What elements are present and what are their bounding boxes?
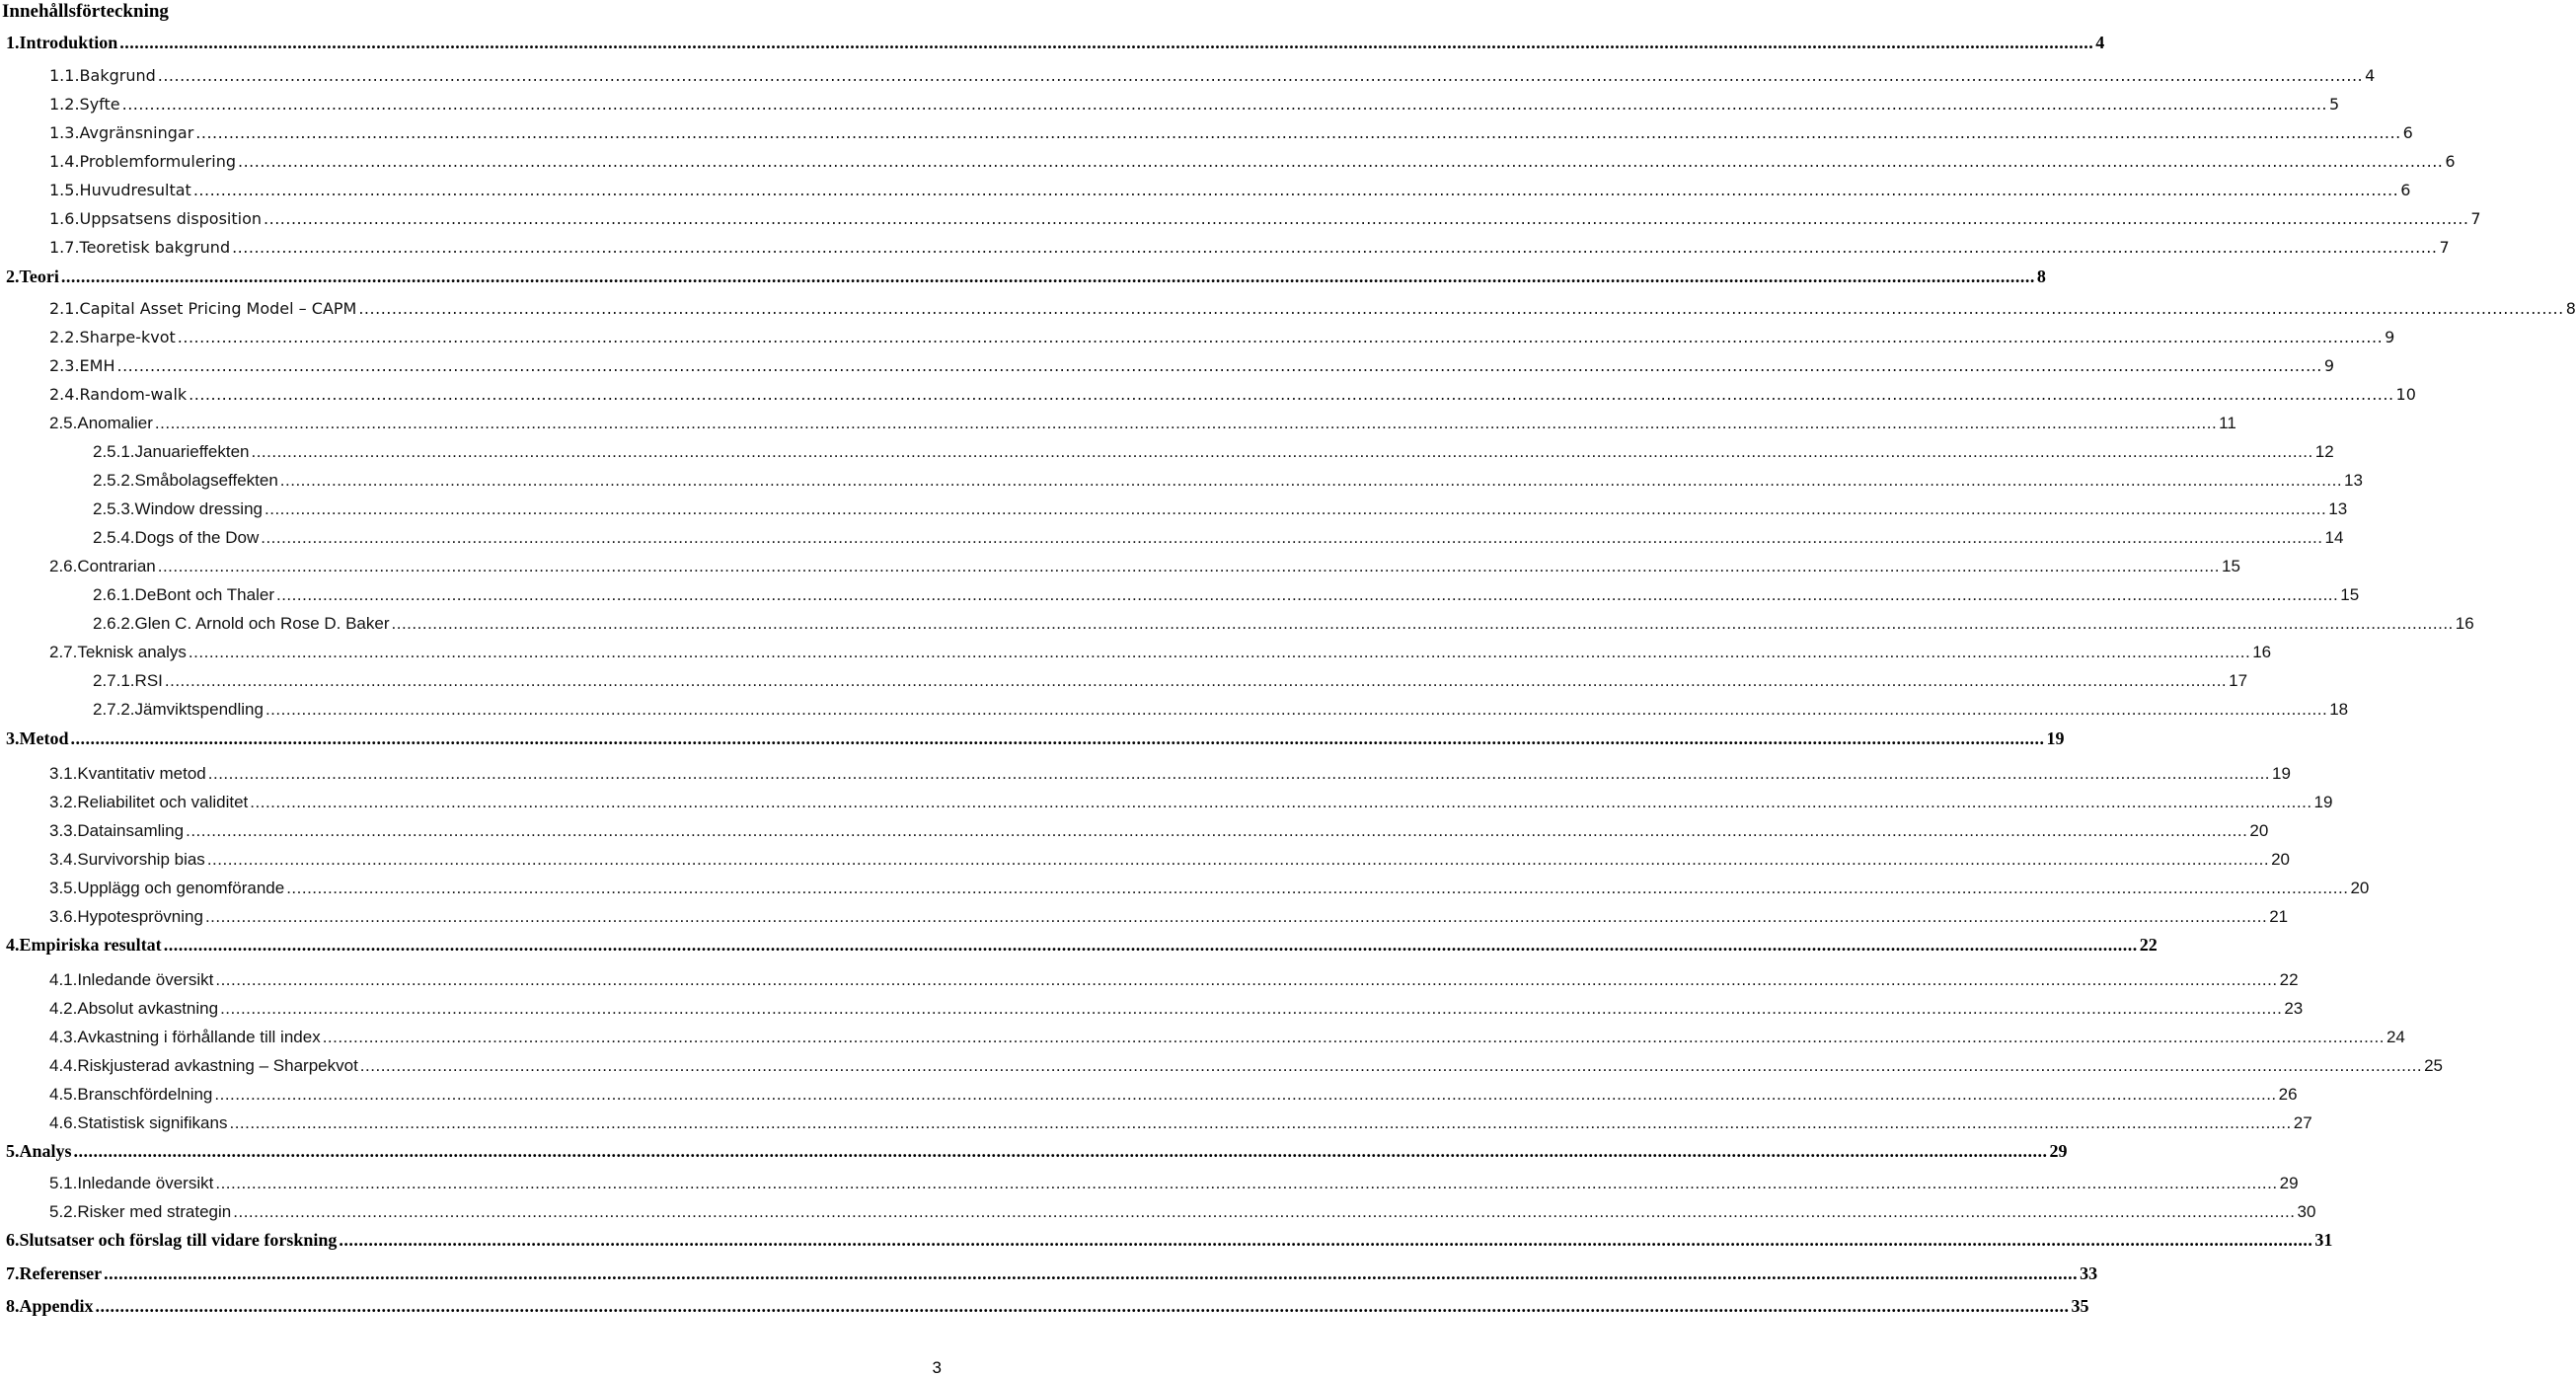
toc-dot-leader: ................................................................................................................................................................................................................................................................................................................................................................................................................ — [215, 1174, 2278, 1192]
page-number: 3 — [932, 1358, 942, 1377]
toc-dot-leader: ................................................................................................................................................................................................................................................................................................................................................................................................................ — [163, 935, 2138, 955]
toc-entry-page: 8 — [2036, 267, 2046, 286]
toc-entry-title: Dogs of the Dow — [134, 528, 260, 547]
toc-entry-number: 2.4. — [49, 385, 80, 404]
toc-dot-leader: ................................................................................................................................................................................................................................................................................................................................................................................................................ — [265, 499, 2327, 518]
toc-entry-number: 2.5.2. — [93, 471, 135, 490]
toc-entry-number: 7. — [6, 1263, 20, 1283]
toc-dot-leader: ................................................................................................................................................................................................................................................................................................................................................................................................................ — [192, 181, 2399, 199]
toc-entry[interactable] — [49, 95, 2340, 116]
toc-entry[interactable] — [49, 1056, 2443, 1078]
toc-entry[interactable] — [49, 66, 2376, 88]
toc-entry-page: 27 — [2293, 1113, 2312, 1132]
toc-entry[interactable] — [6, 728, 2065, 750]
toc-entry-page: 24 — [2386, 1028, 2405, 1046]
toc-dot-leader: ................................................................................................................................................................................................................................................................................................................................................................................................................ — [164, 671, 2228, 690]
toc-dot-leader: ................................................................................................................................................................................................................................................................................................................................................................................................................ — [195, 123, 2401, 142]
toc-entry[interactable] — [49, 907, 2289, 929]
toc-entry-number: 2.6.1. — [93, 585, 135, 604]
toc-entry[interactable] — [6, 1230, 2333, 1252]
toc-entry-title: Teori — [19, 267, 59, 286]
toc-entry-title: Inledande översikt — [77, 970, 214, 989]
toc-entry[interactable] — [6, 935, 2158, 957]
toc-entry[interactable] — [6, 267, 2046, 288]
toc-dot-leader: ................................................................................................................................................................................................................................................................................................................................................................................................................ — [104, 1263, 2079, 1283]
toc-entry-page: 21 — [2269, 907, 2289, 926]
toc-entry-page: 4 — [2095, 33, 2105, 52]
toc-entry-title: Statistisk signifikans — [77, 1113, 228, 1132]
toc-entry-title: Småbolagseffekten — [134, 471, 278, 490]
toc-entry-title: Upplägg och genomförande — [77, 879, 285, 897]
toc-dot-leader: ................................................................................................................................................................................................................................................................................................................................................................................................................ — [204, 907, 2268, 926]
toc-entry-number: 1. — [6, 33, 20, 52]
toc-entry-number: 2.1. — [49, 299, 80, 318]
toc-entry-title: Inledande översikt — [77, 1174, 214, 1192]
toc-entry-title: Avkastning i förhållande till index — [77, 1028, 321, 1046]
toc-entry-title: Window dressing — [134, 499, 263, 518]
toc-dot-leader: ................................................................................................................................................................................................................................................................................................................................................................................................................ — [358, 299, 2564, 318]
toc-entry[interactable] — [49, 299, 2576, 321]
toc-entry-page: 16 — [2252, 643, 2272, 661]
toc-entry[interactable] — [49, 850, 2290, 872]
toc-entry-page: 7 — [2439, 238, 2450, 257]
toc-entry-number: 5.2. — [49, 1202, 78, 1221]
toc-entry[interactable] — [49, 879, 2370, 900]
toc-dot-leader: ................................................................................................................................................................................................................................................................................................................................................................................................................ — [286, 879, 2349, 897]
toc-entry-number: 3.4. — [49, 850, 78, 869]
toc-entry-title: Hypotesprövning — [77, 907, 203, 926]
toc-entry-page: 25 — [2424, 1056, 2443, 1075]
toc-entry-title: Capital Asset Pricing Model – CAPM — [79, 299, 357, 318]
toc-dot-leader: ................................................................................................................................................................................................................................................................................................................................................................................................................ — [339, 1230, 2313, 1250]
toc-entry[interactable] — [49, 1202, 2316, 1224]
toc-entry[interactable] — [93, 442, 2334, 464]
toc-dot-leader: ................................................................................................................................................................................................................................................................................................................................................................................................................ — [391, 614, 2454, 633]
toc-dot-leader: ................................................................................................................................................................................................................................................................................................................................................................................................................ — [265, 700, 2328, 719]
toc-entry-title: DeBont och Thaler — [134, 585, 274, 604]
toc-entry-page: 14 — [2324, 528, 2344, 547]
toc-entry-title: Reliabilitet och validitet — [77, 793, 249, 811]
toc-entry-number: 5. — [6, 1141, 20, 1161]
toc-entry-title: Referenser — [19, 1263, 103, 1283]
toc-entry-title: Teoretisk bakgrund — [79, 238, 231, 257]
toc-dot-leader: ................................................................................................................................................................................................................................................................................................................................................................................................................ — [70, 728, 2045, 748]
toc-entry-number: 4.5. — [49, 1085, 78, 1104]
toc-entry[interactable] — [49, 209, 2481, 231]
toc-entry-page: 33 — [2080, 1263, 2098, 1283]
toc-dot-leader: ................................................................................................................................................................................................................................................................................................................................................................................................................ — [95, 1296, 2070, 1316]
toc-dot-leader: ................................................................................................................................................................................................................................................................................................................................................................................................................ — [154, 414, 2218, 432]
toc-dot-leader: ................................................................................................................................................................................................................................................................................................................................................................................................................ — [177, 328, 2384, 346]
toc-entry-page: 22 — [2139, 935, 2158, 955]
toc-entry[interactable] — [49, 1174, 2299, 1195]
toc-entry-number: 2.5.3. — [93, 499, 135, 518]
toc-entry-page: 11 — [2219, 414, 2236, 432]
toc-entry[interactable] — [49, 764, 2291, 786]
toc-entry-number: 4.4. — [49, 1056, 78, 1075]
toc-entry-page: 8 — [2565, 299, 2576, 318]
toc-entry-page: 17 — [2229, 671, 2248, 690]
toc-entry-number: 2.6. — [49, 557, 78, 575]
toc-dot-leader: ................................................................................................................................................................................................................................................................................................................................................................................................................ — [229, 1113, 2292, 1132]
toc-entry[interactable] — [49, 821, 2269, 843]
toc-entry[interactable] — [49, 557, 2240, 578]
toc-dot-leader: ................................................................................................................................................................................................................................................................................................................................................................................................................ — [214, 1085, 2277, 1104]
toc-entry-title: Random-walk — [79, 385, 188, 404]
toc-entry-page: 10 — [2395, 385, 2416, 404]
toc-entry-title: RSI — [134, 671, 163, 690]
toc-entry-title: Introduktion — [19, 33, 118, 52]
toc-dot-leader: ................................................................................................................................................................................................................................................................................................................................................................................................................ — [189, 385, 2394, 404]
toc-entry-number: 1.7. — [49, 238, 80, 257]
toc-dot-leader: ................................................................................................................................................................................................................................................................................................................................................................................................................ — [359, 1056, 2423, 1075]
toc-entry-number: 2.6.2. — [93, 614, 135, 633]
toc-entry-number: 4.3. — [49, 1028, 78, 1046]
toc-dot-leader: ................................................................................................................................................................................................................................................................................................................................................................................................................ — [119, 33, 2094, 52]
toc-entry-page: 15 — [2222, 557, 2240, 575]
toc-entry[interactable] — [49, 643, 2272, 664]
toc-entry[interactable] — [49, 999, 2304, 1021]
toc-entry-title: Contrarian — [77, 557, 156, 575]
toc-entry-number: 3.3. — [49, 821, 78, 840]
toc-entry-title: Metod — [19, 728, 69, 748]
toc-entry-number: 2.5.1. — [93, 442, 135, 461]
toc-entry[interactable] — [49, 793, 2333, 814]
toc-entry-title: EMH — [79, 356, 115, 375]
toc-entry-title: Absolut avkastning — [77, 999, 219, 1018]
toc-entry[interactable] — [93, 499, 2348, 521]
toc-entry[interactable] — [49, 328, 2395, 349]
toc-entry[interactable] — [49, 152, 2456, 174]
toc-entry-page: 29 — [2049, 1141, 2068, 1161]
toc-entry[interactable] — [93, 671, 2248, 693]
toc-entry-title: Kvantitativ metod — [77, 764, 206, 783]
toc-entry-page: 23 — [2284, 999, 2304, 1018]
toc-entry[interactable] — [6, 1296, 2089, 1318]
toc-entry-number: 3. — [6, 728, 20, 748]
toc-entry-number: 3.2. — [49, 793, 78, 811]
toc-entry-title: Problemformulering — [79, 152, 236, 171]
toc-entry-page: 20 — [2350, 879, 2370, 897]
toc-entry-title: Analys — [19, 1141, 72, 1161]
toc-dot-leader: ................................................................................................................................................................................................................................................................................................................................................................................................................ — [186, 821, 2248, 840]
toc-entry[interactable] — [93, 700, 2349, 722]
toc-dot-leader: ................................................................................................................................................................................................................................................................................................................................................................................................................ — [206, 850, 2270, 869]
toc-entry-page: 13 — [2328, 499, 2348, 518]
toc-entry-number: 1.5. — [49, 181, 80, 199]
toc-entry-page: 12 — [2314, 442, 2334, 461]
toc-entry[interactable] — [49, 1113, 2312, 1135]
toc-entry-number: 3.1. — [49, 764, 78, 783]
toc-dot-leader: ................................................................................................................................................................................................................................................................................................................................................................................................................ — [60, 267, 2035, 286]
toc-dot-leader: ................................................................................................................................................................................................................................................................................................................................................................................................................ — [207, 764, 2271, 783]
toc-entry-number: 4.1. — [49, 970, 78, 989]
toc-dot-leader: ................................................................................................................................................................................................................................................................................................................................................................................................................ — [279, 471, 2343, 490]
toc-entry-title: Sharpe-kvot — [79, 328, 176, 346]
toc-entry[interactable] — [93, 585, 2360, 607]
toc-entry-number: 2.5.4. — [93, 528, 135, 547]
toc-entry-page: 9 — [2323, 356, 2335, 375]
toc-entry-page: 19 — [2046, 728, 2065, 748]
toc-entry[interactable] — [49, 356, 2335, 378]
toc-entry-page: 18 — [2329, 700, 2349, 719]
toc-entry-page: 5 — [2329, 95, 2340, 114]
toc-entry-page: 19 — [2272, 764, 2291, 783]
toc-entry[interactable] — [49, 181, 2411, 202]
toc-entry-number: 1.6. — [49, 209, 80, 228]
toc-entry[interactable] — [49, 970, 2299, 992]
toc-entry[interactable] — [6, 1263, 2098, 1285]
toc-entry-title: Teknisk analys — [77, 643, 187, 661]
toc-entry-number: 4. — [6, 935, 20, 955]
toc-entry-title: Survivorship bias — [77, 850, 205, 869]
toc-entry-number: 2. — [6, 267, 20, 286]
toc-entry-number: 3.5. — [49, 879, 78, 897]
toc-entry[interactable] — [49, 414, 2236, 435]
toc-entry-page: 13 — [2344, 471, 2363, 490]
toc-entry-page: 6 — [2402, 123, 2413, 142]
toc-entry-title: Huvudresultat — [79, 181, 191, 199]
toc-entry-number: 2.5. — [49, 414, 78, 432]
toc-entry-page: 35 — [2071, 1296, 2089, 1316]
toc-entry-page: 30 — [2297, 1202, 2316, 1221]
toc-entry[interactable] — [6, 33, 2105, 54]
toc-entry-title: Uppsatsens disposition — [79, 209, 263, 228]
toc-entry-number: 3.6. — [49, 907, 78, 926]
toc-entry-number: 1.4. — [49, 152, 80, 171]
toc-entry-number: 1.2. — [49, 95, 80, 114]
toc-dot-leader: ................................................................................................................................................................................................................................................................................................................................................................................................................ — [250, 793, 2312, 811]
toc-entry-number: 8. — [6, 1296, 20, 1316]
toc-dot-leader: ................................................................................................................................................................................................................................................................................................................................................................................................................ — [188, 643, 2251, 661]
toc-entry-page: 20 — [2249, 821, 2269, 840]
toc-dot-leader: ................................................................................................................................................................................................................................................................................................................................................................................................................ — [275, 585, 2339, 604]
toc-entry-number: 4.6. — [49, 1113, 78, 1132]
toc-entry-page: 7 — [2470, 209, 2481, 228]
toc-entry-number: 5.1. — [49, 1174, 78, 1192]
toc-entry[interactable] — [93, 614, 2474, 636]
toc-dot-leader: ................................................................................................................................................................................................................................................................................................................................................................................................................ — [121, 95, 2327, 114]
toc-dot-leader: ................................................................................................................................................................................................................................................................................................................................................................................................................ — [220, 999, 2283, 1018]
toc-entry[interactable] — [93, 528, 2344, 550]
toc-entry[interactable] — [49, 385, 2416, 407]
toc-dot-leader: ................................................................................................................................................................................................................................................................................................................................................................................................................ — [232, 238, 2438, 257]
toc-dot-leader: ................................................................................................................................................................................................................................................................................................................................................................................................................ — [116, 356, 2322, 375]
toc-dot-leader: ................................................................................................................................................................................................................................................................................................................................................................................................................ — [264, 209, 2469, 228]
toc-entry-number: 1.3. — [49, 123, 80, 142]
toc-entry-number: 2.3. — [49, 356, 80, 375]
toc-dot-leader: ................................................................................................................................................................................................................................................................................................................................................................................................................ — [233, 1202, 2296, 1221]
toc-dot-leader: ................................................................................................................................................................................................................................................................................................................................................................................................................ — [261, 528, 2323, 547]
toc-entry-page: 4 — [2365, 66, 2376, 85]
toc-dot-leader: ................................................................................................................................................................................................................................................................................................................................................................................................................ — [251, 442, 2313, 461]
toc-entry-page: 20 — [2271, 850, 2290, 869]
toc-entry[interactable] — [49, 1028, 2405, 1049]
toc-entry-page: 9 — [2385, 328, 2395, 346]
toc-entry[interactable] — [6, 1141, 2068, 1163]
toc-entry-title: Datainsamling — [77, 821, 185, 840]
toc-entry-page: 31 — [2314, 1230, 2333, 1250]
toc-entry[interactable] — [49, 123, 2413, 145]
toc-entry-number: 1.1. — [49, 66, 80, 85]
toc-entry[interactable] — [93, 471, 2363, 493]
toc-entry-number: 6. — [6, 1230, 20, 1250]
toc-entry-title: Anomalier — [77, 414, 153, 432]
toc-dot-leader: ................................................................................................................................................................................................................................................................................................................................................................................................................ — [157, 557, 2220, 575]
toc-entry-number: 2.7.2. — [93, 700, 135, 719]
toc-dot-leader: ................................................................................................................................................................................................................................................................................................................................................................................................................ — [322, 1028, 2385, 1046]
toc-dot-leader: ................................................................................................................................................................................................................................................................................................................................................................................................................ — [238, 152, 2444, 171]
toc-entry-page: 26 — [2278, 1085, 2298, 1104]
toc-entry-title: Jämviktspendling — [134, 700, 264, 719]
toc-entry[interactable] — [49, 1085, 2298, 1107]
toc-entry-title: Empiriska resultat — [19, 935, 162, 955]
toc-entry-title: Avgränsningar — [79, 123, 194, 142]
toc-dot-leader: ................................................................................................................................................................................................................................................................................................................................................................................................................ — [73, 1141, 2048, 1161]
toc-entry-title: Branschfördelning — [77, 1085, 213, 1104]
toc-entry-page: 6 — [2445, 152, 2456, 171]
toc-entry-title: Bakgrund — [79, 66, 156, 85]
toc-entry-page: 29 — [2279, 1174, 2299, 1192]
toc-entry-page: 22 — [2279, 970, 2299, 989]
toc-entry-title: Glen C. Arnold och Rose D. Baker — [134, 614, 390, 633]
toc-entry-title: Slutsatser och förslag till vidare forskning — [19, 1230, 338, 1250]
toc-heading: Innehållsförteckning — [2, 1, 169, 22]
toc-entry-number: 4.2. — [49, 999, 78, 1018]
toc-entry-title: Riskjusterad avkastning – Sharpekvot — [77, 1056, 358, 1075]
toc-entry-title: Appendix — [19, 1296, 94, 1316]
toc-entry-page: 6 — [2400, 181, 2411, 199]
toc-entry-page: 15 — [2340, 585, 2360, 604]
toc-entry-page: 19 — [2313, 793, 2333, 811]
toc-entry-title: Syfte — [79, 95, 120, 114]
toc-entry-number: 2.7. — [49, 643, 78, 661]
toc-entry-title: Januarieffekten — [134, 442, 250, 461]
toc-entry[interactable] — [49, 238, 2450, 260]
toc-entry-title: Risker med strategin — [77, 1202, 232, 1221]
toc-dot-leader: ................................................................................................................................................................................................................................................................................................................................................................................................................ — [215, 970, 2278, 989]
toc-entry-number: 2.7.1. — [93, 671, 135, 690]
toc-entry-page: 16 — [2455, 614, 2474, 633]
toc-dot-leader: ................................................................................................................................................................................................................................................................................................................................................................................................................ — [157, 66, 2364, 85]
toc-entry-number: 2.2. — [49, 328, 80, 346]
